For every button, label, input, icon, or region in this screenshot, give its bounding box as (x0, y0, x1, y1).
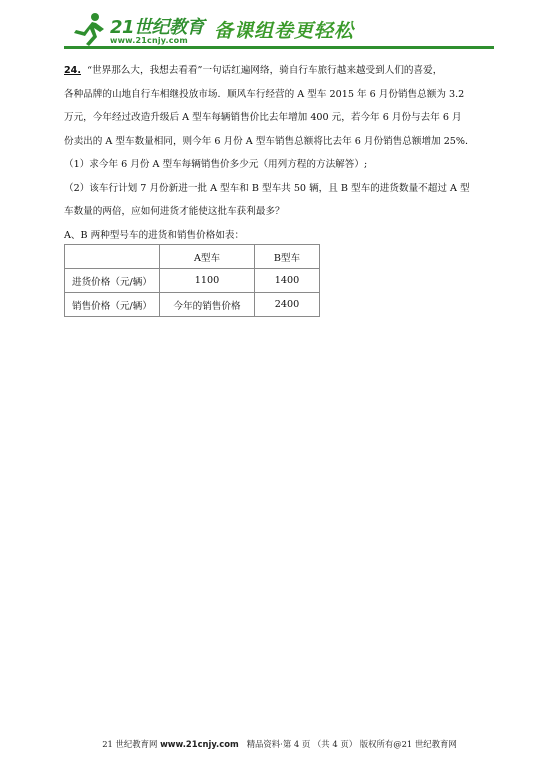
logo-url: www.21cnjy.com (110, 36, 188, 45)
logo-text: 21世纪教育 (110, 17, 205, 38)
table-header-row (65, 245, 320, 269)
question-part-1: （1）求今年 6 月份 A 型车每辆销售价多少元（用列方程的方法解答）; (64, 159, 368, 170)
page-footer (0, 738, 559, 750)
table-cell: 销售价格（元/辆） (65, 293, 160, 317)
question-line-2: 各种品牌的山地自行车相继投放市场．顺风车行经营的 A 型车 2015 年 6 月份销售总额为 3.2 (64, 88, 465, 100)
page-header (64, 10, 494, 50)
table-cell: 1100 (160, 269, 255, 293)
table-cell: 2400 (255, 293, 320, 317)
question-line-4: 份卖出的 A 型车数量相同，则今年 6 月份 A 型车销售总额将比去年 6 月份销售总额增加 25%． (64, 135, 475, 147)
footer-prefix: 21 世纪教育网 (102, 739, 158, 749)
table-cell: 今年的销售价格 (160, 293, 255, 317)
footer-site-link[interactable]: www.21cnjy.com (160, 739, 239, 749)
price-table (64, 244, 320, 317)
question-line-7: 车数量的两倍，应如何进货才能使这批车获利最多？ (64, 206, 285, 217)
header-slogan: 备课组卷更轻松 (214, 20, 355, 42)
table-cell: 进货价格（元/辆） (65, 269, 160, 293)
running-man-logo-icon (68, 12, 108, 46)
table-header-cell: A型车 (160, 245, 255, 269)
table-cell: 1400 (255, 269, 320, 293)
table-row (65, 269, 320, 293)
question-line-3: 万元，今年经过改造升级后 A 型车每辆销售价比去年增加 400 元，若今年 6 月份与去年 6 月 (64, 112, 462, 123)
footer-info: 精品资料·第 4 页 （共 4 页） 版权所有@21 世纪教育网 (246, 739, 457, 749)
question-number: 24. (64, 65, 81, 76)
table-caption: A、B 两种型号车的进货和销售价格如表： (64, 229, 245, 241)
table-row (65, 293, 320, 317)
question-body (64, 59, 496, 247)
question-part-2: （2）该车行计划 7 月份新进一批 A 型车和 B 型车共 50 辆，且 B 型车的进货数量不超过 A 型 (64, 182, 470, 194)
question-text-1: “世界那么大，我想去看看”一句话红遍网络，骑自行车旅行越来越受到人们的喜爱， (87, 65, 443, 76)
header-divider (64, 46, 494, 49)
table-header-cell: B型车 (255, 245, 320, 269)
question-line-1 (64, 59, 496, 83)
table-header-cell (65, 245, 160, 269)
